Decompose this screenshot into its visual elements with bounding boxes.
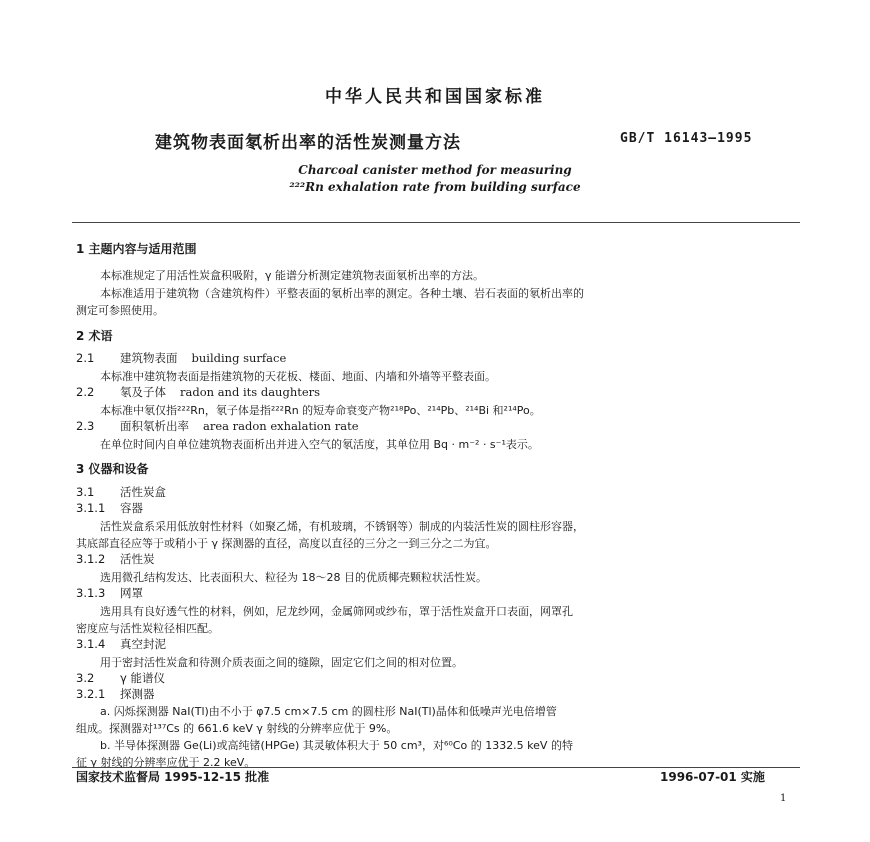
- subsection-number: 3.1.2: [76, 552, 106, 566]
- term-en: building surface: [191, 351, 287, 365]
- term-zh: γ 能谱仪: [120, 671, 165, 685]
- subsection-2-1-body: 本标准中建筑物表面是指建筑物的天花板、楼面、地面、内墙和外墙等平整表面。: [100, 370, 496, 383]
- subsection-number: 3.1.1: [76, 501, 106, 515]
- subsection-3-1-1-body-line1: 活性炭盒系采用低放射性材料（如聚乙烯，有机玻璃，不锈钢等）制成的内装活性炭的圆柱形容器，: [100, 520, 584, 533]
- term-zh: 网罩: [120, 586, 143, 600]
- term-zh: 氡及子体: [120, 385, 166, 399]
- subsection-number: 3.1: [76, 485, 95, 499]
- item-a-line2: 组成。探测器对¹³⁷Cs 的 661.6 keV γ 射线的分辨率应优于 9%。: [76, 722, 398, 735]
- subsection-number: 2.3: [76, 419, 95, 433]
- subsection-number: 3.2: [76, 671, 95, 685]
- term-zh: 面积氡析出率: [120, 419, 189, 433]
- section-1-paragraph-2-line1: 本标准适用于建筑物（含建筑构件）平整表面的氡析出率的测定。各种土壤、岩石表面的氡析出率的: [100, 287, 584, 300]
- subsection-3-2-heading: [76, 670, 165, 686]
- subsection-3-1-4-heading: [76, 636, 166, 652]
- term-zh: 活性炭: [120, 552, 155, 566]
- subsection-3-1-1-heading: [76, 500, 143, 516]
- header-divider: [72, 222, 800, 223]
- section-1-paragraph-1: 本标准规定了用活性炭盒积吸附，γ 能谱分析测定建筑物表面氡析出率的方法。: [100, 269, 485, 282]
- subsection-3-2-1-heading: [76, 686, 155, 702]
- subsection-number: 3.1.4: [76, 637, 106, 651]
- document-title-en-line1: Charcoal canister method for measuring: [298, 163, 572, 177]
- document-title-zh: 建筑物表面氡析出率的活性炭测量方法: [155, 133, 461, 153]
- subsection-3-1-2-body: 选用微孔结构发达、比表面积大、粒径为 18～28 目的优质椰壳颗粒状活性炭。: [100, 571, 487, 584]
- subsection-number: 2.2: [76, 385, 95, 399]
- subsection-2-2-body: 本标准中氡仅指²²²Rn，氡子体是指²²²Rn 的短寿命衰变产物²¹⁸Po、²¹⁴Pb、²¹⁴Bi 和²¹⁴Po。: [100, 404, 541, 417]
- term-zh: 探测器: [120, 687, 155, 701]
- item-a-line1: a. 闪烁探测器 NaI(Tl)由不小于 φ7.5 cm×7.5 cm 的圆柱形 NaI(Tl)晶体和低噪声光电倍增管: [100, 705, 557, 718]
- implementation-date: 1996-07-01 实施: [660, 770, 765, 784]
- term-zh: 真空封泥: [120, 637, 166, 651]
- term-zh: 建筑物表面: [120, 351, 178, 365]
- term-en: area radon exhalation rate: [203, 419, 359, 433]
- subsection-3-1-2-heading: [76, 551, 155, 567]
- subsection-number: 3.2.1: [76, 687, 106, 701]
- document-title-en-line2: ²²²Rn exhalation rate from building surface: [289, 180, 581, 194]
- approval-line: 国家技术监督局 1995-12-15 批准: [76, 770, 270, 784]
- subsection-3-1-3-body-line2: 密度应与活性炭粒径相匹配。: [76, 622, 219, 635]
- subsection-3-1-3-heading: [76, 585, 143, 601]
- subsection-3-1-4-body: 用于密封活性炭盒和待测介质表面之间的缝隙，固定它们之间的相对位置。: [100, 656, 463, 669]
- subsection-3-1-3-body-line1: 选用具有良好透气性的材料，例如，尼龙纱网，金属筛网或纱布，罩于活性炭盒开口表面，网罩孔: [100, 605, 573, 618]
- subsection-3-1-heading: [76, 484, 166, 500]
- item-b-line1: b. 半导体探测器 Ge(Li)或高纯锗(HPGe) 其灵敏体积大于 50 cm³，对⁶⁰Co 的 1332.5 keV 的特: [100, 739, 573, 752]
- subsection-2-3-heading: [76, 418, 359, 434]
- section-1-paragraph-2-line2: 测定可参照使用。: [76, 304, 164, 317]
- subsection-2-3-body: 在单位时间内自单位建筑物表面析出并进入空气的氡活度，其单位用 Bq · m⁻² · s⁻¹表示。: [100, 438, 539, 451]
- item-b-line2: 征 γ 射线的分辨率应优于 2.2 keV。: [76, 756, 256, 769]
- term-en: radon and its daughters: [180, 385, 321, 399]
- section-3-heading: 3 仪器和设备: [76, 462, 149, 476]
- section-2-heading: 2 术语: [76, 329, 113, 343]
- page-number: 1: [780, 793, 787, 804]
- subsection-2-1-heading: [76, 350, 286, 366]
- section-1-heading: 1 主题内容与适用范围: [76, 242, 197, 256]
- subsection-3-1-1-body-line2: 其底部直径应等于或稍小于 γ 探测器的直径，高度以直径的三分之一到三分之二为宜。: [76, 537, 497, 550]
- subsection-number: 2.1: [76, 351, 95, 365]
- term-zh: 活性炭盒: [120, 485, 166, 499]
- subsection-2-2-heading: [76, 384, 320, 400]
- national-standard-header: 中华人民共和国国家标准: [325, 87, 545, 107]
- term-zh: 容器: [120, 501, 143, 515]
- subsection-number: 3.1.3: [76, 586, 106, 600]
- standard-code: GB/T 16143—1995: [620, 131, 753, 146]
